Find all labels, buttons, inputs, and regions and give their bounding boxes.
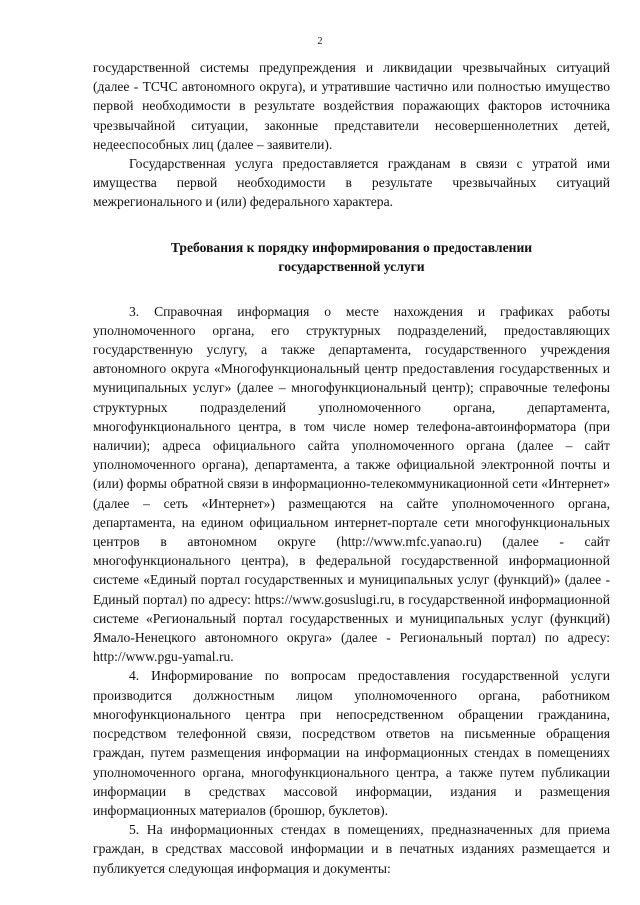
page-number: 2 (317, 36, 323, 47)
paragraph-item-5: 5. На информационных стендах в помещениях, предназначенных для приема граждан, в средствах массовой информации и в печатных изданиях размещается и публикуется следующая информация и документы: (93, 822, 610, 876)
paragraph-applicants-continued: государственной системы предупреждения и ликвидации чрезвычайных ситуаций (далее - ТСЧС автономного округа), и утратившие частично или полностью имущество первой необходимости в результате воздействия поражающих факторов источника чрезвычайной ситуации, законные представители несовершеннолетних детей, недееспособных лиц (далее – заявители). (93, 60, 610, 152)
paragraph-service-scope: Государственная услуга предоставляется гражданам в связи с утратой ими имущества первой необходимости в результате чрезвычайных ситуаций межрегионального и (или) федерального характера. (93, 156, 610, 210)
section-heading: Требования к порядку информирования о предоставлении государственной услуги (170, 239, 533, 274)
paragraph-item-3: 3. Справочная информация о месте нахождения и графиках работы уполномоченного органа, его структурных подразделений, предоставляющих государственную услугу, а также департамента, государственного учреждения автономного округа «Многофункциональный центр предоставления государственных и муниципальных услуг» (далее – многофункциональный центр); справочные телефоны структурных подразделений уполномоченного органа, департамента, многофункционального центра, в том числе номер телефона-автоинформатора (при наличии); адреса официального сайта уполномоченного органа (далее – сайт уполномоченного органа), департамента, а также официальной электронной почты и (или) формы обратной связи в информационно-телекоммуникационной сети «Интернет» (далее – сеть «Интернет») размещаются на сайте уполномоченного органа, департамента, на едином официальном интернет-портале сети многофункциональных центров в автономном округе (http://www.mfc.yanao.ru) (далее - сайт многофункционального центра), в федеральной государственной информационной системе «Единый портал государственных и муниципальных услуг (функций)» (далее - Единый портал) по адресу: https://www.gosuslugi.ru, в государственной информационной системе «Региональный портал государственных и муниципальных услуг (функций) Ямало-Ненецкого автономного округа» (далее - Региональный портал) по адресу: http://www.pgu-yamal.ru. (93, 303, 610, 665)
paragraph-item-4: 4. Информирование по вопросам предоставления государственной услуги производится должностным лицом уполномоченного органа, работником многофункционального центра при непосредственном обращении гражданина, посредством телефонной связи, посредством ответов на письменные обращения граждан, путем размещения информации на информационных стендах в помещениях уполномоченного органа, многофункционального центра, а также путем публикации информации в средствах массовой информации, издания и размещения информационных материалов (брошюр, буклетов). (93, 668, 610, 818)
document-body (93, 58, 610, 878)
